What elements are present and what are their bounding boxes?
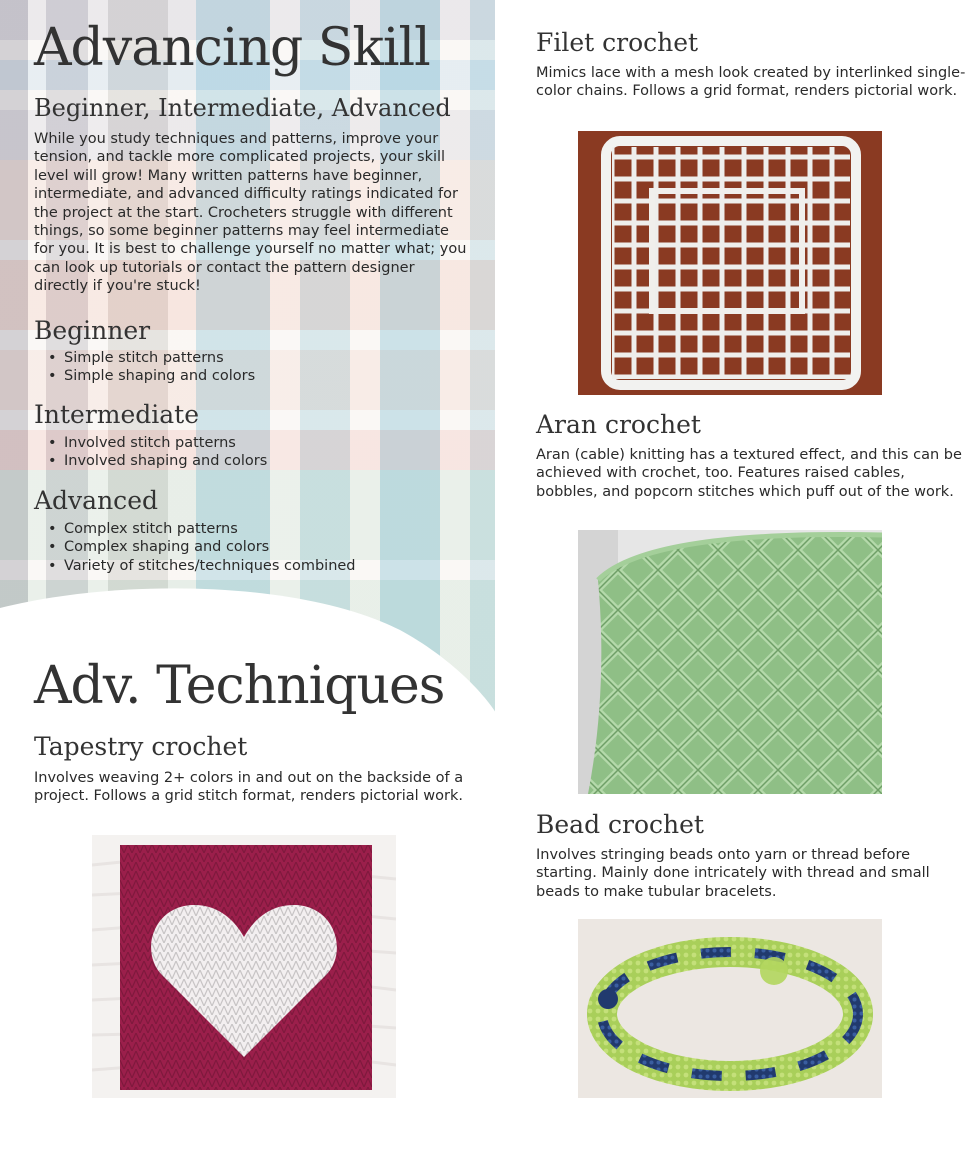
list-item: • Variety of stitches/techniques combined bbox=[64, 557, 356, 575]
technique-heading-aran: Aran crochet bbox=[536, 410, 701, 439]
technique-heading-bead: Bead crochet bbox=[536, 810, 704, 839]
page-title: Advancing Skill bbox=[34, 18, 430, 78]
list-item: • Involved shaping and colors bbox=[64, 452, 267, 470]
tapestry-heart-image bbox=[92, 835, 396, 1098]
technique-desc-bead: Involves stringing beads onto yarn or thread before starting. Mainly done intricately with thread and small beads to make tubular bracelets. bbox=[536, 847, 930, 900]
technique-desc-tapestry: Involves weaving 2+ colors in and out on the backside of a project. Follows a grid stitch format, renders pictorial work. bbox=[34, 770, 464, 805]
technique-heading-filet: Filet crochet bbox=[536, 28, 699, 57]
technique-desc-aran: Aran (cable) knitting has a textured effect, and this can be achieved with crochet, too. Features raised cables, bobbles, and popcorn stitches which puff out of the work. bbox=[536, 447, 962, 500]
list-item: • Simple stitch patterns bbox=[64, 349, 255, 367]
bead-crochet-image bbox=[578, 919, 882, 1098]
level-heading-intermediate: Intermediate bbox=[34, 400, 200, 429]
beginner-list bbox=[34, 349, 255, 386]
technique-heading-tapestry: Tapestry crochet bbox=[34, 732, 248, 761]
list-item: • Simple shaping and colors bbox=[64, 367, 255, 385]
list-item: • Complex stitch patterns bbox=[64, 520, 356, 538]
list-item: • Complex shaping and colors bbox=[64, 538, 356, 556]
list-item: • Involved stitch patterns bbox=[64, 434, 267, 452]
techniques-title: Adv. Techniques bbox=[34, 656, 445, 716]
intermediate-list bbox=[34, 434, 267, 471]
level-heading-advanced: Advanced bbox=[34, 486, 158, 515]
aran-crochet-image bbox=[578, 530, 882, 794]
technique-desc-filet: Mimics lace with a mesh look created by interlinked single-color chains. Follows a grid format, renders pictorial work. bbox=[536, 65, 966, 100]
intro-paragraph: While you study techniques and patterns, improve your tension, and tackle more complicated projects, your skill level will grow! Many written patterns have beginner, intermediate, and advanced difficulty ratings indicated for the project at the start. Crocheters struggle with different things, so some beginner patterns may feel intermediate for you. It is best to challenge yourself no matter what; you can look up tutorials or contact the pattern designer directly if you're stuck! bbox=[34, 131, 467, 295]
level-heading-beginner: Beginner bbox=[34, 316, 151, 345]
section-subtitle: Beginner, Intermediate, Advanced bbox=[34, 94, 451, 122]
filet-crochet-image bbox=[578, 131, 882, 395]
advanced-list bbox=[34, 520, 356, 575]
